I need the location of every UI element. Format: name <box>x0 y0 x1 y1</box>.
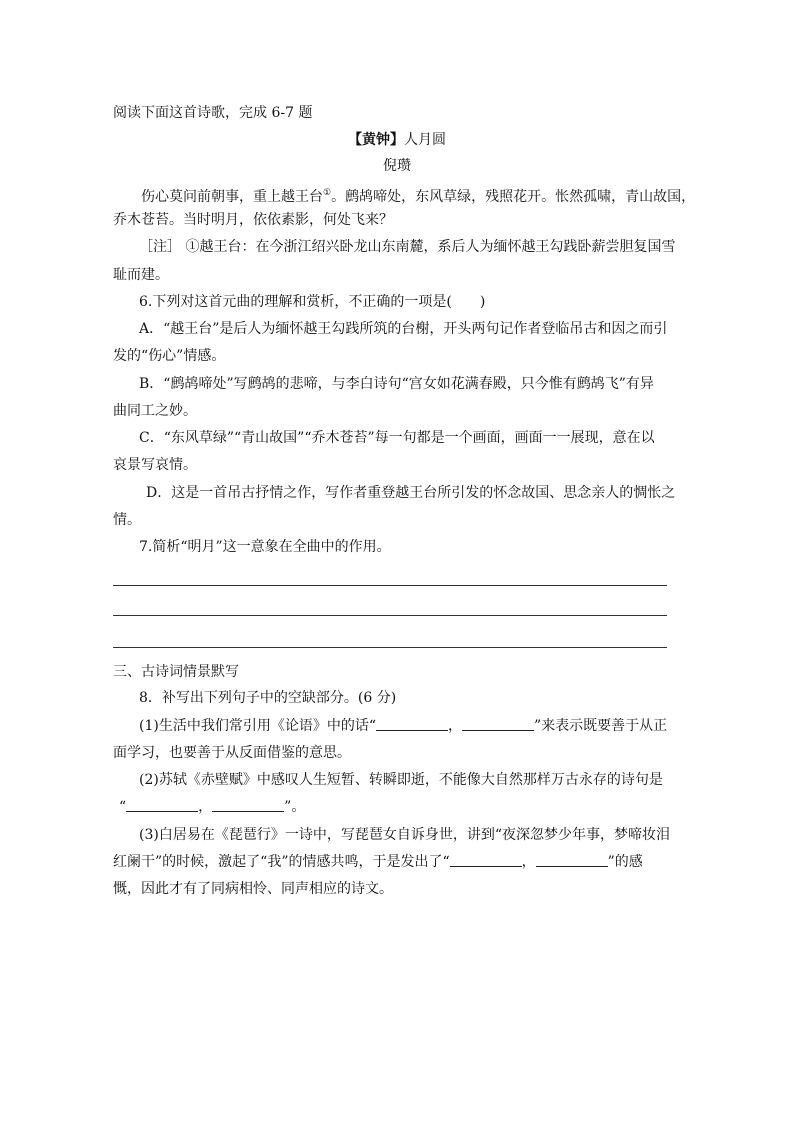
blank-3a[interactable] <box>450 852 522 867</box>
poem-title: 【黄钟】人月圆 <box>348 132 446 148</box>
fill-3-line-1: (3)白居易在《琵琶行》一诗中，写琵琶女自诉身世，讲到“夜深忽梦少年事，梦啼妆泪 <box>139 827 670 843</box>
fill-1-line-1: (1)生活中我们常引用《论语》中的话“ ， ”来表示既要善于从正 <box>139 718 668 734</box>
reading-instruction: 阅读下面这首诗歌，完成 6-7 题 <box>113 105 313 121</box>
option-d-line-2: 情。 <box>113 512 141 528</box>
option-b-line-1: B．“鹧鸪啼处”写鹧鸪的悲啼，与李白诗句“宫女如花满春殿，只今惟有鹧鸪飞”有异 <box>139 376 654 392</box>
option-a-line-2: 发的“伤心”情感。 <box>113 348 226 364</box>
blank-2b[interactable] <box>212 797 284 812</box>
question-8-stem: 8．补写出下列句子中的空缺部分。(6 分) <box>139 690 397 706</box>
answer-line-3[interactable] <box>113 647 667 648</box>
poem-body-line-1: 伤心莫问前朝事，重上越王台①。鹧鸪啼处，东风草绿，残照花开。怅然孤啸，青山故国， <box>141 188 696 205</box>
note-line-1: ［注］ ①越王台：在今浙江绍兴卧龙山东南麓，系后人为缅怀越王勾践卧薪尝胆复国雪 <box>139 239 676 255</box>
blank-2a[interactable] <box>126 797 198 812</box>
blank-1a[interactable] <box>376 716 448 731</box>
blank-1b[interactable] <box>462 716 534 731</box>
answer-line-1[interactable] <box>113 585 667 586</box>
section-3-heading: 三、古诗词情景默写 <box>113 664 239 680</box>
option-c-line-1: C．“东风草绿”“青山故国”“乔木苍苔”每一句都是一个画面，画面一一展现，意在以 <box>139 430 655 446</box>
footnote-mark: ① <box>323 188 332 198</box>
option-c-line-2: 哀景写哀情。 <box>113 457 197 473</box>
question-6-stem: 6.下列对这首元曲的理解和赏析，不正确的一项是( ) <box>139 294 486 310</box>
option-b-line-2: 曲同工之妙。 <box>113 403 197 419</box>
fill-1-line-2: 面学习，也要善于从反面借鉴的意思。 <box>113 745 351 761</box>
fill-3-line-2: 红阑干”的时候，激起了“我”的情感共鸣，于是发出了“ ， ”的感 <box>113 854 643 870</box>
option-d-line-1: D．这是一首吊古抒情之作，写作者重登越王台所引发的怀念故国、思念亲人的惆怅之 <box>146 485 676 501</box>
question-7-stem: 7.简析“明月”这一意象在全曲中的作用。 <box>139 539 391 555</box>
fill-3-line-3: 慨，因此才有了同病相怜、同声相应的诗文。 <box>113 881 393 897</box>
note-line-2: 耻而建。 <box>113 267 169 283</box>
option-a-line-1: A．“越王台”是后人为缅怀越王勾践所筑的台榭，开头两句记作者登临吊古和因之而引 <box>139 321 668 337</box>
blank-3b[interactable] <box>536 852 608 867</box>
poem-body-line-2: 乔木苍苔。当时明月，依依素影，何处飞来？ <box>113 212 393 228</box>
fill-2-line-1: (2)苏轼《赤壁赋》中感叹人生短暂、转瞬即逝，不能像大自然那样万古永存的诗句是 <box>139 772 663 788</box>
answer-line-2[interactable] <box>113 615 667 616</box>
fill-2-line-2: “ ， ”。 <box>119 799 306 815</box>
poem-author: 倪瓒 <box>383 158 411 174</box>
